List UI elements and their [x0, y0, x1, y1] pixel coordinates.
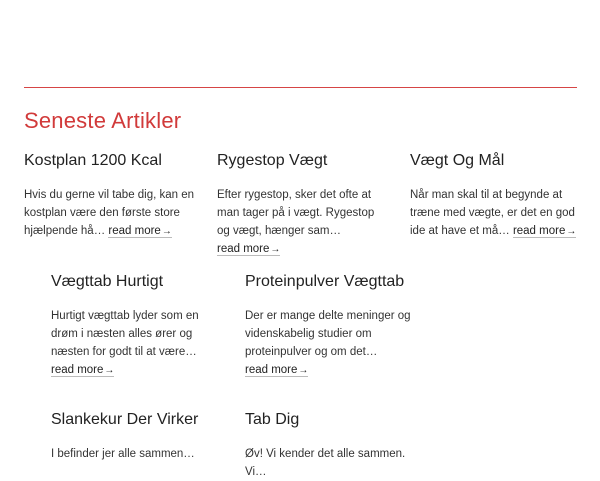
- article-title[interactable]: Vægt Og Mål: [410, 152, 505, 169]
- article-title[interactable]: Tab Dig: [245, 411, 300, 428]
- arrow-right-icon: →: [270, 244, 281, 255]
- article-excerpt-text: Når man skal til at begynde at træne med vægte, er det en god ide at have et må…: [410, 189, 575, 237]
- article-excerpt: [410, 186, 582, 241]
- article-excerpt: I befinder jer alle sammen…: [51, 448, 195, 460]
- read-more-link[interactable]: [245, 364, 308, 377]
- article-excerpt: Øv! Vi kender det alle sammen. Vi…: [245, 448, 406, 478]
- read-more-label: read more: [217, 243, 270, 255]
- section-title: Seneste Artikler: [24, 108, 182, 133]
- arrow-right-icon: →: [566, 226, 577, 237]
- read-more-label: read more: [51, 364, 104, 376]
- article-card: [245, 410, 417, 481]
- article-card: [51, 272, 211, 380]
- article-card: [51, 410, 211, 463]
- article-excerpt-text: Der er mange delte meninger og videnskabelig studier om proteinpulver og om det…: [245, 310, 411, 358]
- article-card: [245, 272, 417, 380]
- article-card: [217, 151, 389, 259]
- arrow-right-icon: →: [298, 365, 309, 376]
- read-more-link[interactable]: [513, 225, 576, 238]
- article-excerpt-text: Efter rygestop, sker det ofte at man tager på i vægt. Rygestop og vægt, hænger sam…: [217, 189, 375, 237]
- read-more-label: read more: [108, 225, 161, 237]
- article-card: [410, 151, 582, 241]
- article-title[interactable]: Slankekur Der Virker: [51, 411, 199, 428]
- article-title[interactable]: Vægttab Hurtigt: [51, 273, 164, 290]
- read-more-link[interactable]: [51, 364, 114, 377]
- read-more-link[interactable]: [108, 225, 171, 238]
- article-excerpt-text: Hvis du gerne vil tabe dig, kan en kostplan være den første store hjælpende hå…: [24, 189, 195, 237]
- read-more-label: read more: [512, 225, 566, 237]
- article-excerpt: [217, 186, 389, 259]
- article-excerpt: [24, 186, 196, 241]
- article-title[interactable]: Kostplan 1200 Kcal: [24, 152, 162, 169]
- arrow-right-icon: →: [161, 226, 172, 237]
- article-excerpt: [245, 307, 417, 380]
- article-excerpt-text: Hurtigt vægttab lyder som en drøm i næsten alles ører og næsten for godt til at være…: [51, 310, 199, 358]
- article-title[interactable]: Rygestop Vægt: [217, 152, 328, 169]
- read-more-label: read more: [245, 364, 298, 376]
- article-title[interactable]: Proteinpulver Vægttab: [245, 273, 405, 290]
- article-card: [24, 151, 196, 241]
- read-more-link[interactable]: [217, 243, 280, 256]
- article-excerpt: [51, 307, 211, 380]
- arrow-right-icon: →: [104, 365, 115, 376]
- section-divider: [24, 87, 577, 88]
